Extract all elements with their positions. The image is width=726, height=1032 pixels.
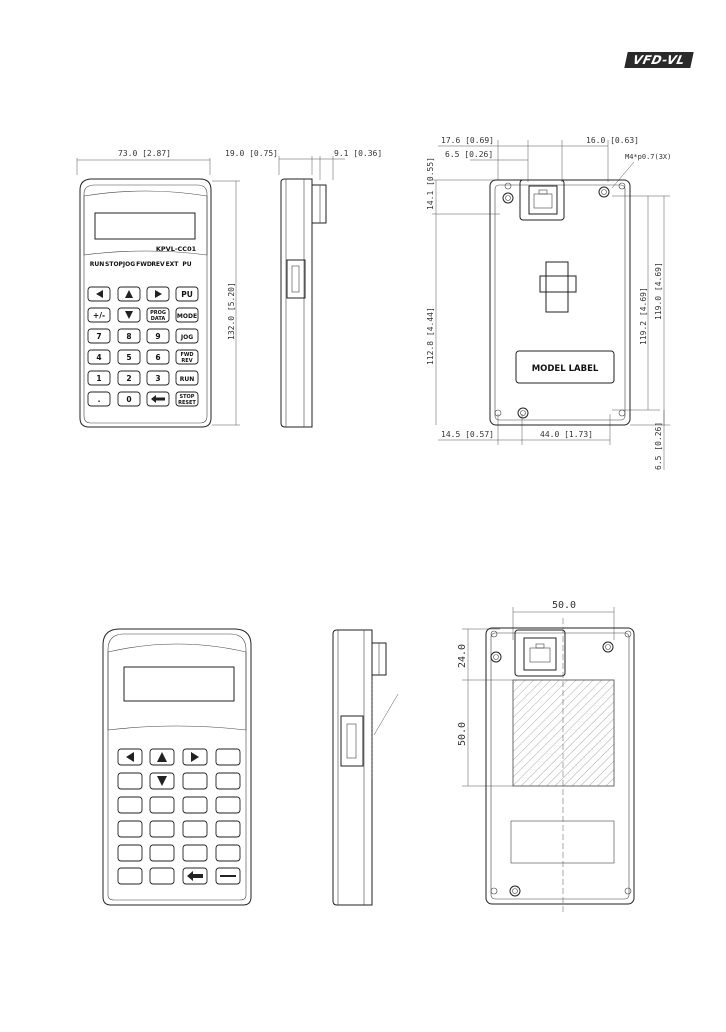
key-fwd-label: FWD (180, 352, 194, 358)
back-top-dim-c: 6.5 [0.26] (445, 150, 494, 159)
indicator-jog: JOG (122, 261, 136, 268)
back-bottom-dim-c: 6.5 [0.26] (654, 421, 663, 470)
key-mode-label: MODE (176, 313, 198, 320)
side-view (225, 149, 382, 427)
back-top-dim-b: 16.0 [0.63] (586, 136, 639, 145)
back-right-dim-b: 119.0 [4.69] (654, 262, 663, 320)
key-prog-label: PROG (150, 310, 166, 316)
model-label-text: MODEL LABEL (531, 364, 599, 374)
key-7-label: 7 (96, 332, 102, 341)
cutout-width-dim: 50.0 (552, 600, 577, 611)
side-depth-dim: 19.0 [0.75] (225, 149, 278, 158)
key-dot-label: . (97, 395, 101, 404)
key-jog-label: JOG (180, 334, 194, 341)
key-0-label: 0 (126, 395, 132, 404)
indicator-rev: REV (151, 261, 165, 268)
key-4-label: 4 (96, 353, 102, 362)
key-run-label: RUN (179, 376, 195, 383)
brand-logo-text: VFD-VL (631, 53, 687, 67)
back-bottom-dim-b: 44.0 [1.73] (540, 430, 593, 439)
front-width-dim: 73.0 [2.87] (118, 149, 171, 158)
indicator-ext: EXT (165, 261, 179, 268)
blank-keypad (118, 749, 240, 884)
indicator-pu: PU (182, 261, 192, 268)
back-view (426, 136, 671, 470)
key-rev-label: REV (181, 358, 193, 364)
screw-note: M4*p0.7(3X) (625, 153, 672, 161)
back-top-dim-a: 17.6 [0.69] (441, 136, 494, 145)
key-stop-label: STOP (179, 394, 195, 400)
key-plus-minus-label: +/- (92, 311, 106, 320)
back-left-dim-b: 112.8 [4.44] (426, 307, 435, 365)
key-reset-label: RESET (178, 400, 196, 406)
model-name: KPVL-CC01 (155, 245, 197, 253)
cutout-top-dim: 24.0 (457, 643, 468, 668)
key-6-label: 6 (155, 353, 161, 362)
key-3-label: 3 (155, 374, 161, 383)
back-bottom-dim-a: 14.5 [0.57] (441, 430, 494, 439)
back-right-dim-a: 119.2 [4.69] (639, 287, 648, 345)
key-5-label: 5 (126, 353, 132, 362)
key-data-label: DATA (150, 316, 166, 322)
key-9-label: 9 (155, 332, 161, 341)
indicator-stop: STOP (105, 261, 123, 268)
cutout-height-dim: 50.0 (457, 721, 468, 746)
indicator-fwd: FWD (136, 261, 152, 268)
key-2-label: 2 (126, 374, 132, 383)
cutout-view (457, 600, 634, 912)
front-view-blank (103, 629, 251, 905)
back-left-dim-a: 14.1 [0.55] (426, 157, 435, 210)
side-connector-dim: 9.1 [0.36] (334, 149, 383, 158)
side-view-blank (333, 630, 398, 905)
key-1-label: 1 (96, 374, 102, 383)
front-height-dim: 132.0 [5.20] (227, 282, 236, 340)
front-view (77, 149, 240, 427)
indicator-run: RUN (89, 261, 105, 268)
key-8-label: 8 (126, 332, 132, 341)
key-pu-label: PU (181, 290, 193, 299)
